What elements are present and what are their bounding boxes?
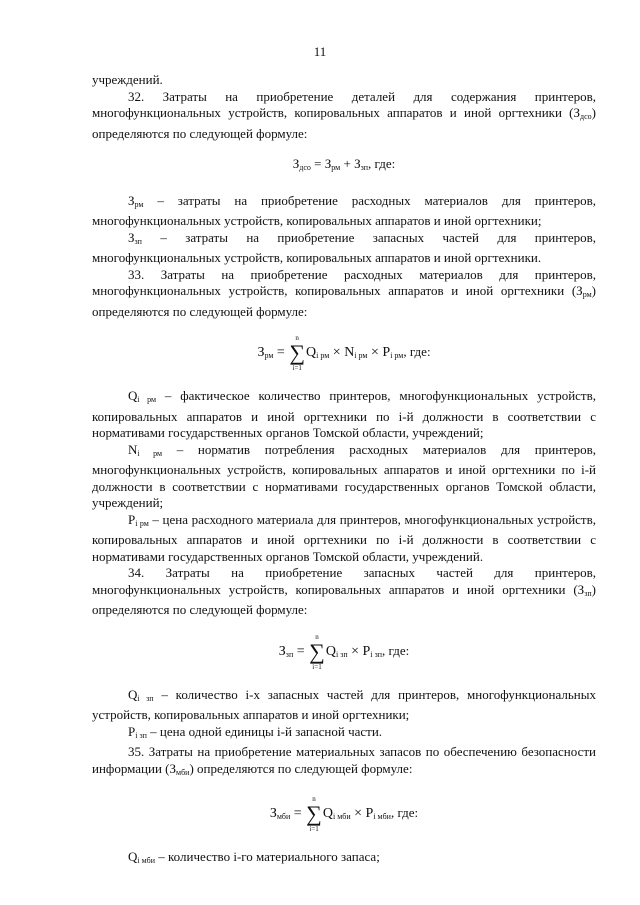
definition-p-zp: $P_{i зп}$ – цена одной единицы i-й запасной части. bbox=[128, 723, 383, 740]
summation-symbol: n ∑ i=1 bbox=[289, 334, 305, 372]
definition-p-rm: $P_{i рм}$ – цена расходного материала для принтеров, многофункциональных устройств, копировальных аппаратов и иной оргтехники по i-й должности в соответствии с нормативами государственных органов Томской области, учреждений. bbox=[92, 511, 597, 564]
page-number: 11 bbox=[313, 44, 327, 59]
summation-symbol: n ∑ i=1 bbox=[309, 632, 325, 671]
formula-zzp: $З_{зп}$ = n ∑ i=1 $Q_{i зп} \times P_{i зп}$, где: bbox=[278, 632, 410, 671]
document-body bbox=[92, 72, 596, 870]
formula-zdso: $З_{дсо} = З_{рм} + З_{зп}$, где: bbox=[292, 156, 396, 172]
summation-symbol: n ∑ i=1 bbox=[306, 795, 322, 833]
definition-n-rm: $N_{i рм}$ – норматив потребления расходных материалов для принтеров, многофункциональных устройств, копировальных аппаратов и иной оргтехники по i-й должности в соответствии с нормативами государственных органов Томской области, учреждений; bbox=[92, 441, 596, 510]
paragraph-35: 35. Затраты на приобретение материальных запасов по обеспечению безопасности информации $(З_{мби})$ определяются по следующей формуле: bbox=[92, 744, 596, 777]
definition-q-mbi: $Q_{i мби}$ – количество i-го материального запаса; bbox=[128, 849, 380, 865]
paragraph-33: 33. Затраты на приобретение расходных материалов для принтеров, многофункциональных устройств, копировальных аппаратов и иной оргтехники $(З_{рм})$ определяются по следующей формуле: bbox=[92, 266, 596, 319]
intro-text: учреждений. bbox=[92, 72, 163, 87]
formula-zrm: $З_{рм}$ = n ∑ i=1 $Q_{i рм} \times N_{i рм} \times P_{i рм}$, где: bbox=[257, 334, 431, 372]
formula-zmbi: $З_{мби}$ = n ∑ i=1 $Q_{i мби} \times P_{i мби}$, где: bbox=[269, 795, 419, 833]
definition-q-rm: $Q_{i рм}$ – фактическое количество принтеров, многофункциональных устройств, копировальных аппаратов и иной оргтехники по i-й должности в соответствии с нормативами государственных органов Томской области, учреждений; bbox=[92, 388, 596, 440]
paragraph-34: 34. Затраты на приобретение запасных частей для принтеров, многофункциональных устройств, копировальных аппаратов и иной оргтехники $(З_{зп})$ определяются по следующей формуле: bbox=[92, 565, 596, 617]
definition-zrm: $З_{рм}$ – затраты на приобретение расходных материалов для принтеров, многофункциональных устройств, копировальных аппаратов и иной оргтехники; bbox=[92, 192, 596, 228]
definition-q-zp: $Q_{i зп}$ – количество i-х запасных частей для принтеров, многофункциональных устройств, копировальных аппаратов и иной оргтехники; bbox=[92, 686, 596, 722]
definition-zzp: $З_{зп}$ – затраты на приобретение запасных частей для принтеров, многофункциональных устройств, копировальных аппаратов и иной оргтехники. bbox=[92, 229, 596, 265]
paragraph-32: 32. Затраты на приобретение деталей для содержания принтеров, многофункциональных устройств, копировальных аппаратов и иной оргтехники $(З_{дсо})$ определяются по следующей формуле: bbox=[92, 88, 596, 141]
